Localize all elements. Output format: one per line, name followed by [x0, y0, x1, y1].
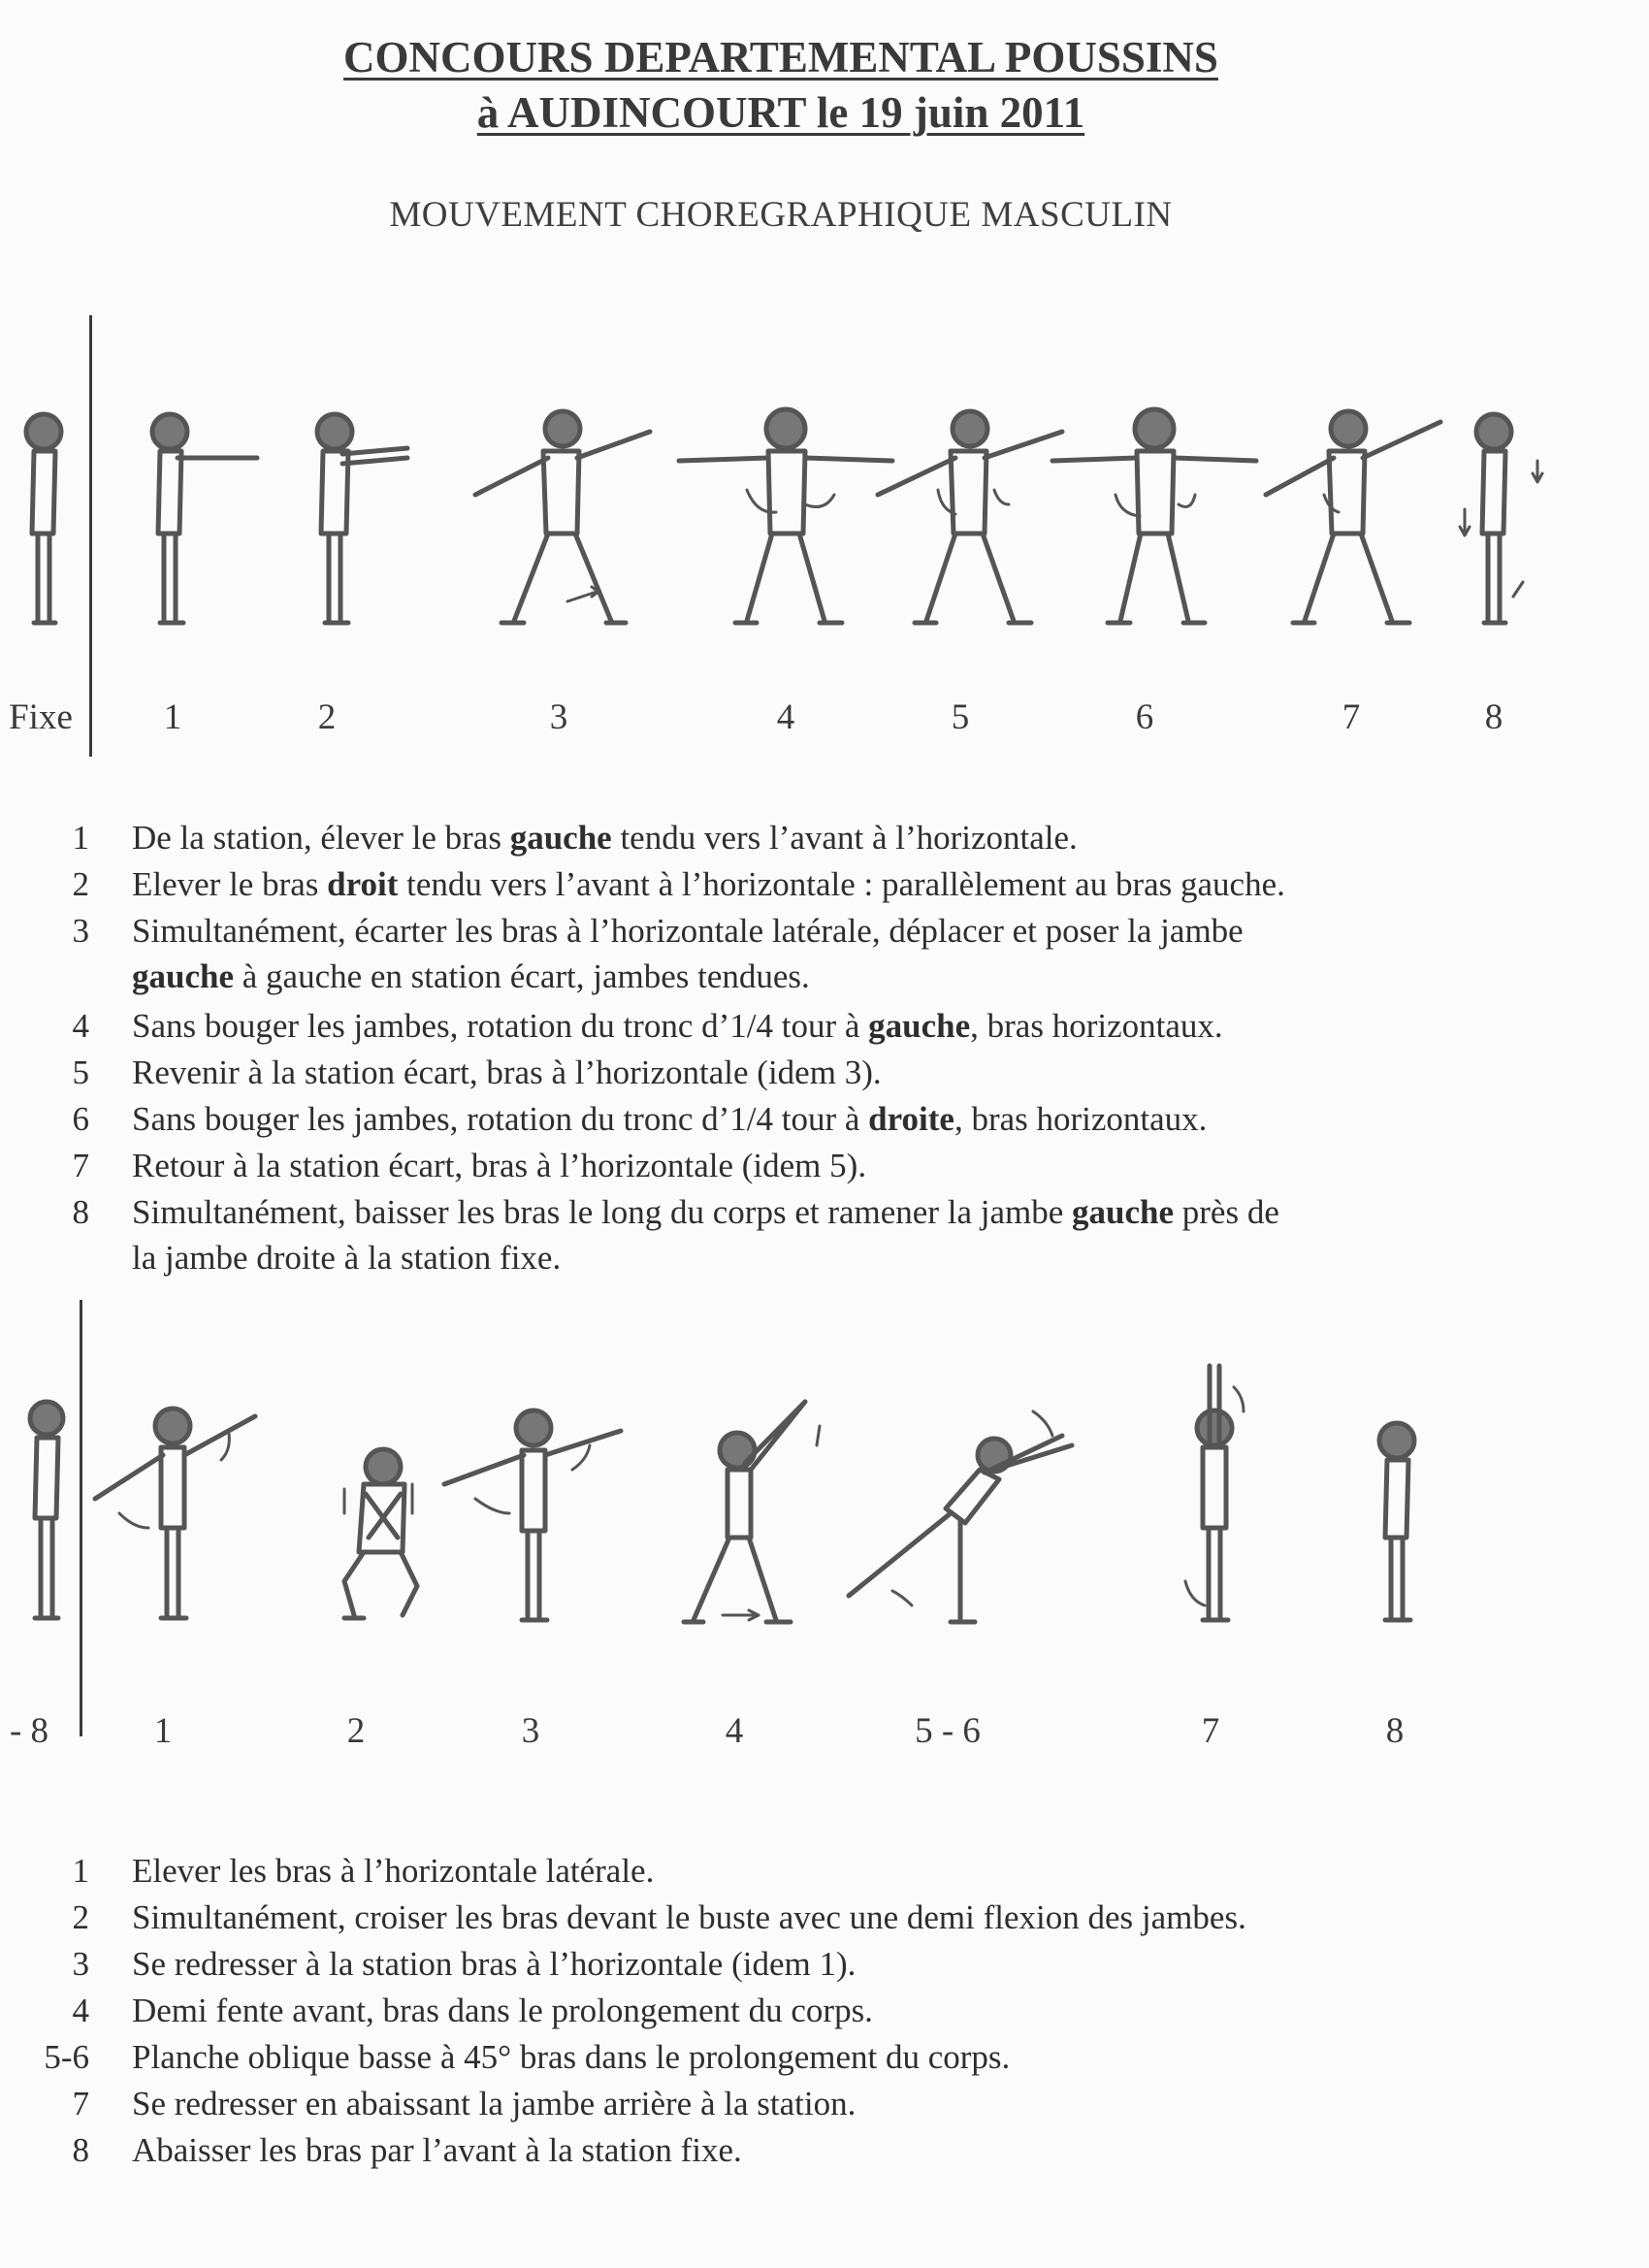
count-label: 8 [1385, 1711, 1405, 1751]
step-number: 2 [72, 865, 89, 903]
figure-step-7 [1266, 411, 1440, 623]
count-label: - 8 [9, 1711, 49, 1751]
step-number: 3 [72, 1945, 89, 1983]
title-line-2: à AUDINCOURT le 19 juin 2011 [476, 88, 1085, 137]
step-text: Elever les bras à l’horizontale latérale. [132, 1852, 655, 1890]
count-label: 8 [1484, 697, 1504, 737]
step-number: 3 [72, 912, 89, 950]
step-text: Se redresser à la station bras à l’horizontale (idem 1). [132, 1945, 857, 1983]
count-label: Fixe [9, 697, 73, 737]
step-number: 6 [72, 1100, 89, 1138]
figure-step-3 [475, 411, 650, 623]
figure-s2-step-5-6 [849, 1411, 1072, 1622]
figure-step-2 [317, 414, 407, 623]
figure-fixe [26, 414, 61, 623]
step-number: 7 [72, 2085, 89, 2122]
step-number: 8 [72, 1193, 89, 1231]
count-label: 4 [725, 1711, 744, 1751]
figure-step-8 [1460, 414, 1542, 623]
step-text: Sans bouger les jambes, rotation du tronc d’1/4 tour à gauche, bras horizontaux. [132, 1007, 1223, 1045]
step-number: 1 [72, 1852, 89, 1890]
figure-s2-step-3 [444, 1410, 621, 1620]
step-text: Retour à la station écart, bras à l’horizontale (idem 5). [132, 1147, 867, 1184]
step-text: Demi fente avant, bras dans le prolongement du corps. [132, 1992, 873, 2029]
count-label: 1 [153, 1711, 173, 1751]
figure-s2-step-1 [95, 1409, 255, 1618]
count-label: 7 [1201, 1711, 1220, 1751]
step-text: Simultanément, croiser les bras devant le buste avec une demi flexion des jambes. [132, 1898, 1246, 1936]
count-label: 3 [521, 1711, 540, 1751]
step-text: Planche oblique basse à 45° bras dans le prolongement du corps. [132, 2038, 1011, 2076]
title-line-1: CONCOURS DEPARTEMENTAL POUSSINS [343, 33, 1218, 81]
count-label: 1 [163, 697, 182, 737]
step-text: Simultanément, baisser les bras le long du corps et ramener la jambe gauche près de la jambe droite à la station fixe. [132, 1193, 1279, 1277]
step-text: Sans bouger les jambes, rotation du tronc d’1/4 tour à droite, bras horizontaux. [132, 1100, 1208, 1138]
step-number: 4 [72, 1007, 89, 1045]
step-number: 5-6 [44, 2038, 89, 2076]
subtitle: MOUVEMENT CHOREGRAPHIQUE MASCULIN [389, 195, 1173, 235]
figure-minus-8 [30, 1402, 63, 1618]
figure-s2-step-8 [1379, 1423, 1414, 1620]
figure-s2-step-7 [1185, 1366, 1244, 1620]
step-number: 2 [72, 1898, 89, 1936]
step-text: Revenir à la station écart, bras à l’horizontale (idem 3). [132, 1053, 882, 1091]
figure-step-6 [1052, 409, 1256, 623]
step-text: Abaisser les bras par l’avant à la station fixe. [132, 2131, 742, 2169]
count-label: 7 [1342, 697, 1361, 737]
step-number: 5 [72, 1053, 89, 1091]
count-label: 2 [317, 697, 337, 737]
figure-step-1 [152, 414, 257, 623]
figure-s2-step-4 [684, 1402, 820, 1622]
step-text: De la station, élever le bras gauche tendu vers l’avant à l’horizontale. [132, 819, 1078, 857]
count-label: 6 [1135, 697, 1154, 737]
step-text: Se redresser en abaissant la jambe arrière à la station. [132, 2085, 857, 2122]
step-text: Elever le bras droit tendu vers l’avant à l’horizontale : parallèlement au bras gauche. [132, 865, 1285, 903]
figure-s2-step-2 [344, 1449, 417, 1618]
step-number: 7 [72, 1147, 89, 1184]
figure-step-4 [679, 409, 892, 623]
count-label: 4 [776, 697, 795, 737]
figure-step-5 [878, 411, 1062, 623]
count-label: 5 [951, 697, 970, 737]
count-label: 5 - 6 [915, 1711, 981, 1751]
figures-row-2 [0, 1358, 1649, 1649]
count-label: 3 [549, 697, 568, 737]
step-text: Simultanément, écarter les bras à l’horizontale latérale, déplacer et poser la jambe gauche à gauche en station écart, jambes tendues. [132, 912, 1244, 995]
step-number: 1 [72, 819, 89, 857]
step-number: 4 [72, 1992, 89, 2029]
step-number: 8 [72, 2131, 89, 2169]
figures-row-1 [0, 398, 1649, 650]
count-label: 2 [346, 1711, 366, 1751]
